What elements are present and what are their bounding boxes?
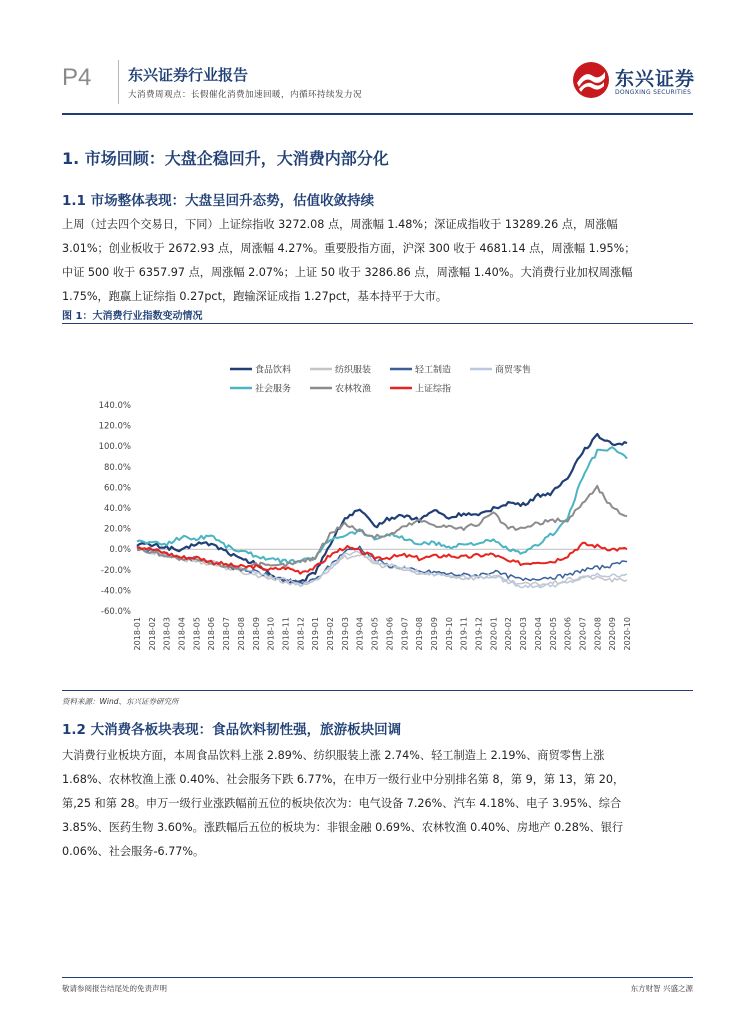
figure-top-rule <box>62 323 693 324</box>
series-line <box>137 543 627 574</box>
figure-bottom-rule <box>62 690 693 691</box>
x-tick-label: 2020-04 <box>533 617 543 651</box>
x-tick-label: 2019-07 <box>400 617 410 651</box>
section-title: 1. 市场回顾：大盘企稳回升，大消费内部分化 <box>62 149 389 168</box>
subsection-title-1-1: 1.1 市场整体表现：大盘呈回升态势，估值收敛持续 <box>62 193 375 209</box>
y-tick-label: 60.0% <box>103 483 131 494</box>
paragraph-sector-performance <box>62 744 693 864</box>
x-tick-label: 2018-03 <box>162 617 172 651</box>
figure-title: 图 1：大消费行业指数变动情况 <box>62 311 203 322</box>
logo-english-name: DONGXING SECURITIES <box>615 89 692 96</box>
legend-label: 商贸零售 <box>495 365 532 376</box>
x-tick-label: 2020-01 <box>489 617 499 651</box>
y-tick-label: 40.0% <box>103 504 131 514</box>
subsection-title-1-2: 1.2 大消费各板块表现：食品饮料韧性强，旅游板块回调 <box>62 722 402 738</box>
x-tick-label: 2019-12 <box>474 617 484 651</box>
logo-name: 东兴证券 <box>615 68 696 90</box>
header-divider <box>118 60 119 104</box>
x-tick-label: 2018-01 <box>133 617 142 651</box>
x-tick-label: 2018-05 <box>192 617 202 651</box>
x-tick-label: 2019-11 <box>459 617 469 651</box>
x-tick-label: 2018-06 <box>207 617 217 651</box>
legend-label: 轻工制造 <box>415 365 452 376</box>
text-line: 中证 500 收于 6357.97 点，周涨幅 2.07%；上证 50 收于 3286.86 点，周涨幅 1.40%。大消费行业加权周涨幅 <box>62 266 633 279</box>
x-tick-label: 2020-06 <box>563 617 573 651</box>
x-tick-label: 2018-04 <box>177 617 187 651</box>
legend-label: 食品饮料 <box>255 365 292 376</box>
x-tick-label: 2019-08 <box>415 617 425 651</box>
x-tick-label: 2018-10 <box>266 617 276 651</box>
x-tick-label: 2019-03 <box>340 617 350 651</box>
x-tick-label: 2019-06 <box>385 617 395 651</box>
y-tick-label: -60.0% <box>100 607 131 617</box>
footer-disclaimer: 敬请参阅报告结尾处的免责声明 <box>62 984 167 993</box>
text-line: 1.75%，跑赢上证综指 0.27pct，跑输深证成指 1.27pct，基本持平于大市。 <box>62 290 448 303</box>
x-tick-label: 2020-08 <box>593 617 603 651</box>
text-line: 3.01%；创业板收于 2672.93 点，周涨幅 4.27%。重要股指方面，沪深 300 收于 4681.14 点，周涨幅 1.95%； <box>62 242 636 255</box>
text-line: 上周（过去四个交易日，下同）上证综指收 3272.08 点，周涨幅 1.48%；深证成指收于 13289.26 点，周涨幅 <box>62 218 618 231</box>
series-line <box>137 548 627 586</box>
header-rule <box>62 113 693 115</box>
x-tick-label: 2018-09 <box>251 617 261 651</box>
x-tick-label: 2020-10 <box>623 617 632 651</box>
text-line: 第,25 和第 28。申万一级行业涨跌幅前五位的板块依次为：电气设备 7.26%、汽车 4.18%、电子 3.95%、综合 <box>62 797 622 810</box>
legend-label: 农林牧渔 <box>335 384 372 395</box>
x-tick-label: 2020-07 <box>578 617 588 651</box>
x-tick-label: 2018-02 <box>147 617 157 651</box>
consumer-index-line-chart <box>62 355 693 690</box>
x-tick-label: 2020-09 <box>608 617 618 651</box>
y-tick-label: 100.0% <box>98 442 131 453</box>
x-tick-label: 2019-05 <box>370 617 380 651</box>
y-tick-label: 20.0% <box>103 524 131 535</box>
footer-slogan: 东方财智 兴盛之源 <box>630 984 693 993</box>
text-line: 大消费行业板块方面，本周食品饮料上涨 2.89%、纺织服装上涨 2.74%、轻工制造上 2.19%、商贸零售上涨 <box>62 749 605 762</box>
y-tick-label: 140.0% <box>98 401 131 411</box>
x-tick-label: 2019-02 <box>326 617 336 651</box>
x-tick-label: 2019-10 <box>444 617 454 651</box>
text-line: 3.85%、医药生物 3.60%。涨跌幅后五位的板块为：非银金融 0.69%、农林牧渔 0.40%、房地产 0.28%、银行 <box>62 821 624 834</box>
x-tick-label: 2018-07 <box>222 617 232 651</box>
dongxing-logo-icon <box>571 60 611 100</box>
x-tick-label: 2020-03 <box>519 617 529 651</box>
legend-label: 纺织服装 <box>335 365 372 376</box>
text-line: 0.06%、社会服务-6.77%。 <box>62 845 205 858</box>
y-tick-label: 80.0% <box>103 462 131 473</box>
figure-source: 资料来源：Wind、东兴证券研究所 <box>62 697 179 706</box>
series-line <box>137 447 627 563</box>
report-title: 东兴证券行业报告 <box>128 66 249 84</box>
report-subtitle: 大消费周观点：长假催化消费加速回暖，内循环持续发力况 <box>128 90 363 100</box>
page-number: P4 <box>62 64 92 91</box>
y-tick-label: -20.0% <box>100 565 131 576</box>
x-tick-label: 2018-12 <box>296 617 306 651</box>
y-tick-label: 0.0% <box>109 545 131 556</box>
series-line <box>137 546 627 583</box>
x-tick-label: 2019-09 <box>429 617 439 651</box>
x-tick-label: 2019-04 <box>355 617 365 651</box>
legend-label: 上证综指 <box>415 384 452 395</box>
x-tick-label: 2020-05 <box>548 617 558 651</box>
x-tick-label: 2019-01 <box>311 617 321 651</box>
series-line <box>137 486 627 570</box>
y-tick-label: 120.0% <box>98 421 131 432</box>
legend-label: 社会服务 <box>255 384 292 395</box>
x-tick-label: 2020-02 <box>504 617 514 651</box>
x-tick-label: 2018-11 <box>281 617 291 651</box>
y-tick-label: -40.0% <box>100 586 131 597</box>
text-line: 1.68%、农林牧渔上涨 0.40%、社会服务下跌 6.77%，在申万一级行业中分别排名第 8，第 9，第 13，第 20， <box>62 773 625 786</box>
paragraph-market-review <box>62 213 693 309</box>
x-tick-label: 2018-08 <box>236 617 246 651</box>
footer-rule <box>62 977 693 978</box>
